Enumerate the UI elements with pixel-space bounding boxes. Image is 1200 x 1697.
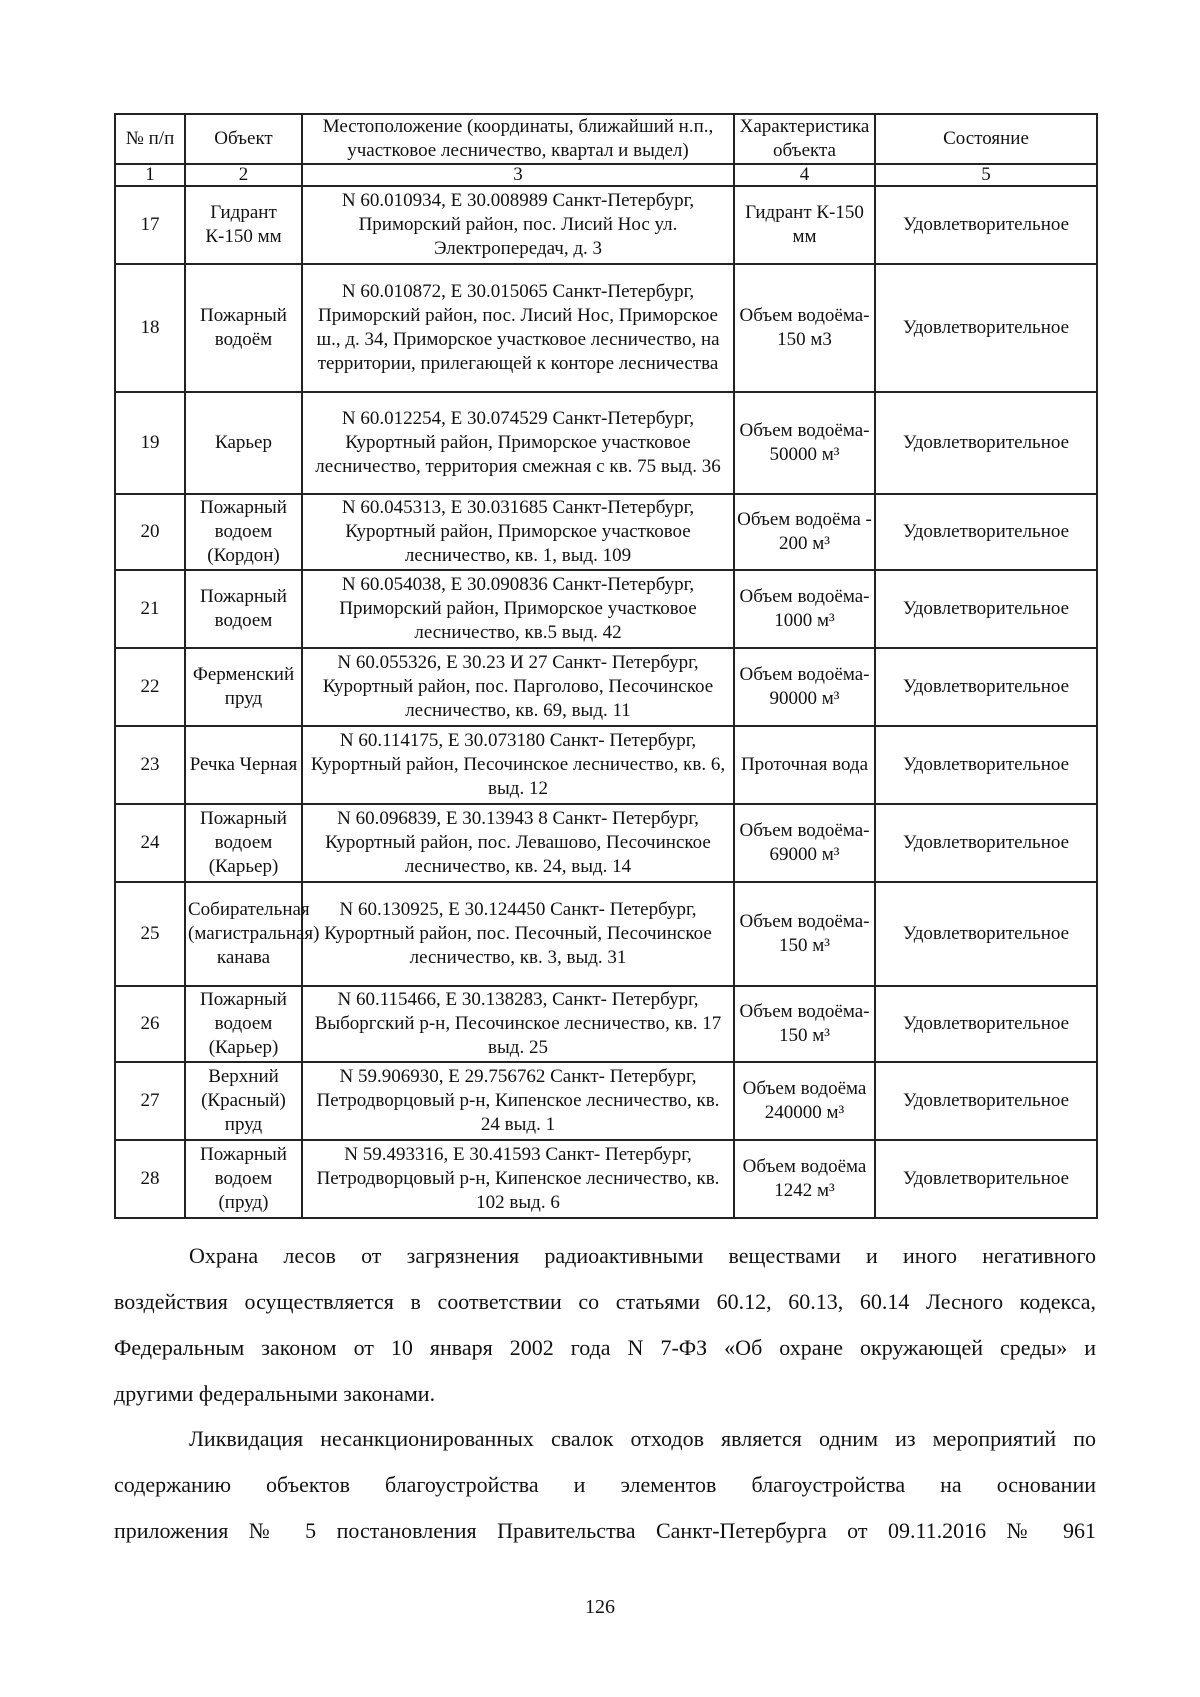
- row-location: N 59.906930, E 29.756762 Санкт- Петербург, Петродворцовый р-н, Кипенское лесничество, кв. 24 выд. 1: [302, 1062, 734, 1140]
- paragraph-line: содержанию объектов благоустройства и элементов благоустройства на основании: [114, 1472, 1096, 1497]
- index-cell: 2: [185, 164, 302, 186]
- row-characteristics: Объем водоёма 240000 м³: [734, 1062, 875, 1140]
- row-characteristics: Объем водоёма- 150 м3: [734, 264, 875, 392]
- row-object: Пожарный водоем (Кордон): [185, 494, 302, 570]
- row-number: 21: [115, 570, 185, 648]
- row-location: N 60.096839, E 30.13943 8 Санкт- Петербург, Курортный район, пос. Левашово, Песочинское лесничество, кв. 24, выд. 14: [302, 804, 734, 882]
- table-row: [115, 648, 1097, 726]
- row-characteristics: Объем водоёма- 1000 м³: [734, 570, 875, 648]
- row-state: Удовлетворительное: [875, 648, 1097, 726]
- row-state: Удовлетворительное: [875, 1140, 1097, 1218]
- header-number: № п/п: [115, 114, 185, 164]
- row-state: Удовлетворительное: [875, 1062, 1097, 1140]
- row-object: Карьер: [185, 392, 302, 494]
- table-row: [115, 1140, 1097, 1218]
- row-number: 27: [115, 1062, 185, 1140]
- row-number: 22: [115, 648, 185, 726]
- index-cell: 3: [302, 164, 734, 186]
- row-characteristics: Объем водоёма- 50000 м³: [734, 392, 875, 494]
- row-location: N 60.054038, E 30.090836 Санкт-Петербург, Приморский район, Приморское участковое лесничество, кв.5 выд. 42: [302, 570, 734, 648]
- row-characteristics: Объем водоёма - 200 м³: [734, 494, 875, 570]
- row-number: 19: [115, 392, 185, 494]
- row-characteristics: Объем водоёма- 150 м³: [734, 986, 875, 1062]
- row-number: 26: [115, 986, 185, 1062]
- table-row: [115, 186, 1097, 264]
- header-object: Объект: [185, 114, 302, 164]
- row-number: 23: [115, 726, 185, 804]
- table-row: [115, 264, 1097, 392]
- row-object: Речка Черная: [185, 726, 302, 804]
- row-number: 17: [115, 186, 185, 264]
- table-row: [115, 392, 1097, 494]
- header-state: Состояние: [875, 114, 1097, 164]
- index-cell: 4: [734, 164, 875, 186]
- row-object: Пожарный водоем (Карьер): [185, 986, 302, 1062]
- page-number: 126: [585, 1596, 615, 1618]
- row-number: 25: [115, 882, 185, 986]
- row-characteristics: Объем водоёма- 90000 м³: [734, 648, 875, 726]
- row-characteristics: Объем водоёма- 69000 м³: [734, 804, 875, 882]
- index-cell: 1: [115, 164, 185, 186]
- table-row: [115, 1062, 1097, 1140]
- table-row: [115, 494, 1097, 570]
- row-object: Верхний (Красный) пруд: [185, 1062, 302, 1140]
- header-location: Местоположение (координаты, ближайший н.п., участковое лесничество, квартал и выдел): [302, 114, 734, 164]
- row-state: Удовлетворительное: [875, 570, 1097, 648]
- row-characteristics: Объем водоёма 1242 м³: [734, 1140, 875, 1218]
- row-location: N 60.010872, E 30.015065 Санкт-Петербург, Приморский район, пос. Лисий Нос, Приморское ш., д. 34, Приморское участковое лесничество, на территории, прилегающей к конторе лесничества: [302, 264, 734, 392]
- row-state: Удовлетворительное: [875, 186, 1097, 264]
- row-characteristics: Проточная вода: [734, 726, 875, 804]
- row-state: Удовлетворительное: [875, 494, 1097, 570]
- row-location: N 60.115466, E 30.138283, Санкт- Петербург, Выборгский р-н, Песочинское лесничество, кв. 17 выд. 25: [302, 986, 734, 1062]
- index-cell: 5: [875, 164, 1097, 186]
- row-object: Пожарный водоем (Карьер): [185, 804, 302, 882]
- table-row: [115, 986, 1097, 1062]
- fire-water-sources-table: [114, 113, 1098, 1219]
- row-number: 24: [115, 804, 185, 882]
- table-header-row: [115, 114, 1097, 164]
- row-object: Гидрант К-150 мм: [185, 186, 302, 264]
- row-object: Пожарный водоём: [185, 264, 302, 392]
- row-object: Пожарный водоем: [185, 570, 302, 648]
- paragraph-line: воздействия осуществляется в соответствии со статьями 60.12, 60.13, 60.14 Лесного кодекса,: [114, 1289, 1096, 1314]
- table-row: [115, 882, 1097, 986]
- row-location: N 59.493316, E 30.41593 Санкт- Петербург, Петродворцовый р-н, Кипенское лесничество, кв. 102 выд. 6: [302, 1140, 734, 1218]
- row-object: Ферменский пруд: [185, 648, 302, 726]
- row-object: Собирательная (магистральная) канава: [185, 882, 302, 986]
- row-state: Удовлетворительное: [875, 804, 1097, 882]
- row-location: N 60.010934, E 30.008989 Санкт-Петербург, Приморский район, пос. Лисий Нос ул. Электропередач, д. 3: [302, 186, 734, 264]
- table-row: [115, 726, 1097, 804]
- row-characteristics: Объем водоёма- 150 м³: [734, 882, 875, 986]
- row-state: Удовлетворительное: [875, 986, 1097, 1062]
- row-number: 28: [115, 1140, 185, 1218]
- row-location: N 60.045313, E 30.031685 Санкт-Петербург, Курортный район, Приморское участковое лесничество, кв. 1, выд. 109: [302, 494, 734, 570]
- row-location: N 60.130925, E 30.124450 Санкт- Петербург, Курортный район, пос. Песочный, Песочинское лесничество, кв. 3, выд. 31: [302, 882, 734, 986]
- paragraph-waste-dumps: [114, 1416, 1096, 1554]
- paragraph-line: Ликвидация несанкционированных свалок отходов является одним из мероприятий по: [189, 1426, 1096, 1451]
- row-object: Пожарный водоем (пруд): [185, 1140, 302, 1218]
- table-row: [115, 804, 1097, 882]
- row-characteristics: Гидрант К-150 мм: [734, 186, 875, 264]
- row-state: Удовлетворительное: [875, 882, 1097, 986]
- row-state: Удовлетворительное: [875, 264, 1097, 392]
- paragraph-line: приложения № 5 постановления Правительства Санкт-Петербурга от 09.11.2016 № 961: [114, 1518, 1096, 1543]
- row-location: N 60.012254, E 30.074529 Санкт-Петербург, Курортный район, Приморское участковое лесничество, территория смежная с кв. 75 выд. 36: [302, 392, 734, 494]
- row-location: N 60.055326, E 30.23 И 27 Санкт- Петербург, Курортный район, пос. Парголово, Песочинское лесничество, кв. 69, выд. 11: [302, 648, 734, 726]
- paragraph-forest-protection: [114, 1233, 1096, 1417]
- row-location: N 60.114175, E 30.073180 Санкт- Петербург, Курортный район, Песочинское лесничество, кв. 6, выд. 12: [302, 726, 734, 804]
- paragraph-line: Федеральным законом от 10 января 2002 года N 7-ФЗ «Об охране окружающей среды» и: [114, 1335, 1096, 1360]
- row-state: Удовлетворительное: [875, 392, 1097, 494]
- table-row: [115, 570, 1097, 648]
- paragraph-line: Охрана лесов от загрязнения радиоактивными веществами и иного негативного: [189, 1243, 1096, 1268]
- row-state: Удовлетворительное: [875, 726, 1097, 804]
- paragraph-line: другими федеральными законами.: [114, 1381, 436, 1406]
- header-characteristics: Характеристика объекта: [734, 114, 875, 164]
- row-number: 20: [115, 494, 185, 570]
- table-index-row: [115, 164, 1097, 186]
- row-number: 18: [115, 264, 185, 392]
